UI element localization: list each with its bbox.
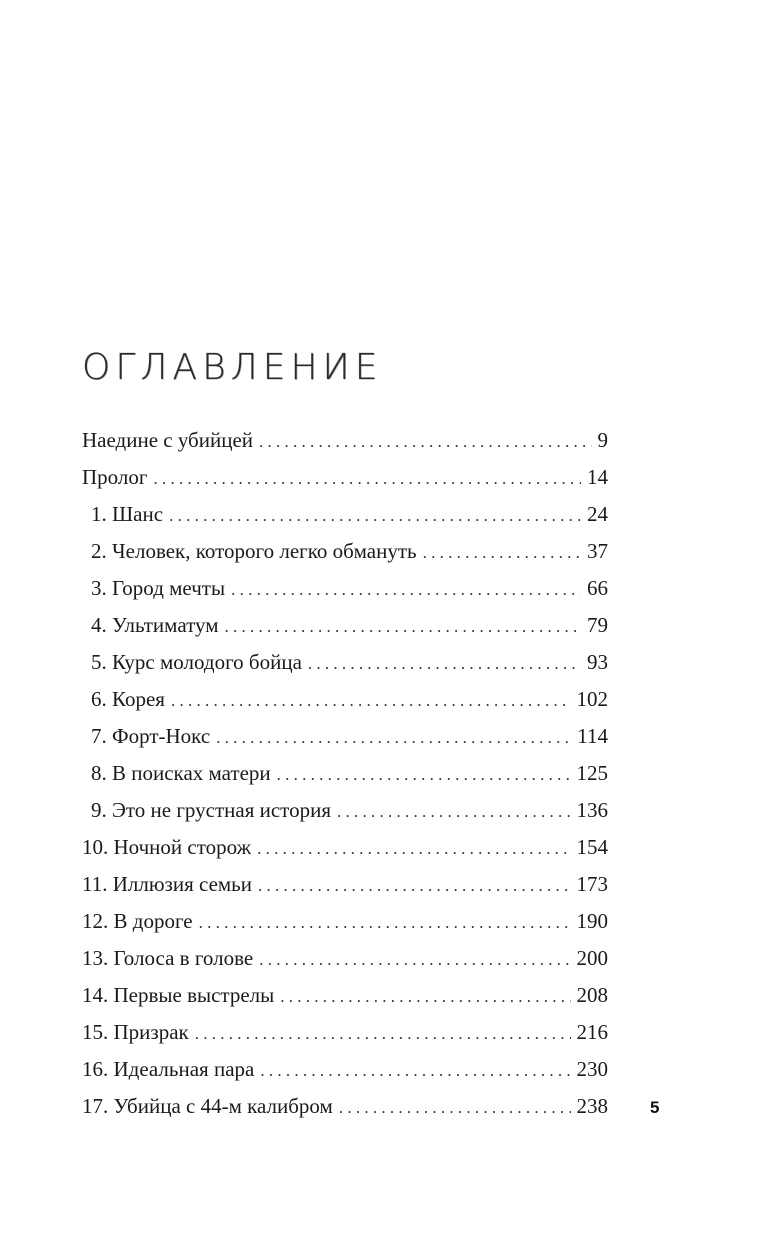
toc-entry-page: 24: [587, 502, 608, 526]
toc-entry: [82, 866, 608, 903]
toc-dot-leader: [199, 904, 571, 941]
toc-entry-title: 1. Шанс: [91, 502, 164, 526]
toc-dot-leader: [171, 682, 571, 719]
toc-dot-leader: [216, 719, 571, 756]
toc-entry-page: 66: [587, 576, 608, 600]
toc-dot-leader: [280, 978, 570, 1015]
toc-entry: [82, 940, 608, 977]
toc-entry: [82, 829, 608, 866]
toc-dot-leader: [259, 941, 570, 978]
toc-entry-title: Наедине с убийцей: [82, 428, 254, 452]
toc-entry-title: Пролог: [82, 465, 148, 489]
toc-dot-leader: [260, 1052, 570, 1089]
toc-entry-page: 200: [576, 946, 608, 970]
toc-dot-leader: [225, 608, 581, 645]
toc-entry-page: 9: [597, 428, 608, 452]
toc-dot-leader: [153, 460, 581, 497]
toc-entry: [82, 903, 608, 940]
toc-entry-title: 13. Голоса в голове: [82, 946, 254, 970]
table-of-contents: [82, 422, 608, 1125]
toc-entry-title: 16. Идеальная пара: [82, 1057, 255, 1081]
toc-entry-title: 4. Ультиматум: [91, 613, 219, 637]
toc-entry-title: 8. В поисках матери: [91, 761, 271, 785]
toc-heading: ОГЛАВЛЕНИЕ: [82, 347, 383, 388]
toc-entry-page: 136: [576, 798, 608, 822]
toc-entry-title: 14. Первые выстрелы: [82, 983, 275, 1007]
toc-entry: [82, 1014, 608, 1051]
toc-dot-leader: [308, 645, 581, 682]
toc-entry: [82, 533, 608, 570]
toc-entry: [82, 422, 608, 459]
toc-entry-title: 10. Ночной сторож: [82, 835, 252, 859]
toc-entry-page: 14: [587, 465, 608, 489]
toc-dot-leader: [195, 1015, 571, 1052]
toc-dot-leader: [258, 867, 571, 904]
toc-entry-page: 216: [576, 1020, 608, 1044]
toc-entry: [82, 644, 608, 681]
toc-dot-leader: [257, 830, 570, 867]
toc-entry-page: 230: [576, 1057, 608, 1081]
toc-entry: [82, 718, 608, 755]
toc-entry-page: 93: [587, 650, 608, 674]
toc-entry-page: 238: [576, 1094, 608, 1118]
toc-entry-title: 6. Корея: [91, 687, 165, 711]
toc-dot-leader: [277, 756, 571, 793]
toc-entry: [82, 681, 608, 718]
toc-entry-page: 79: [587, 613, 608, 637]
toc-entry: [82, 570, 608, 607]
toc-entry-title: 3. Город мечты: [91, 576, 226, 600]
toc-entry-page: 37: [587, 539, 608, 563]
toc-entry-page: 154: [576, 835, 608, 859]
toc-entry: [82, 977, 608, 1014]
toc-entry-page: 173: [576, 872, 608, 896]
toc-entry-page: 208: [576, 983, 608, 1007]
toc-dot-leader: [339, 1089, 571, 1126]
toc-entry-title: 9. Это не грустная история: [91, 798, 331, 822]
page-number: 5: [650, 1098, 660, 1117]
toc-entry-title: 7. Форт-Нокс: [91, 724, 211, 748]
toc-entry-title: 11. Иллюзия семьи: [82, 872, 252, 896]
toc-entry-title: 2. Человек, которого легко обмануть: [91, 539, 417, 563]
toc-entry-title: 5. Курс молодого бойца: [91, 650, 302, 674]
toc-dot-leader: [231, 571, 581, 608]
toc-entry-title: 17. Убийца с 44-м калибром: [82, 1094, 333, 1118]
toc-entry: [82, 496, 608, 533]
toc-entry: [82, 1051, 608, 1088]
toc-entry: [82, 459, 608, 496]
toc-entry-page: 114: [577, 724, 608, 748]
toc-entry-title: 12. В дороге: [82, 909, 193, 933]
toc-dot-leader: [337, 793, 571, 830]
toc-dot-leader: [423, 534, 581, 571]
toc-entry-page: 190: [576, 909, 608, 933]
toc-entry: [82, 1088, 608, 1125]
toc-dot-leader: [169, 497, 581, 534]
toc-entry: [82, 792, 608, 829]
toc-entry-page: 102: [576, 687, 608, 711]
toc-entry: [82, 607, 608, 644]
toc-entry-page: 125: [576, 761, 608, 785]
toc-dot-leader: [259, 423, 591, 460]
toc-entry: [82, 755, 608, 792]
toc-entry-title: 15. Призрак: [82, 1020, 189, 1044]
